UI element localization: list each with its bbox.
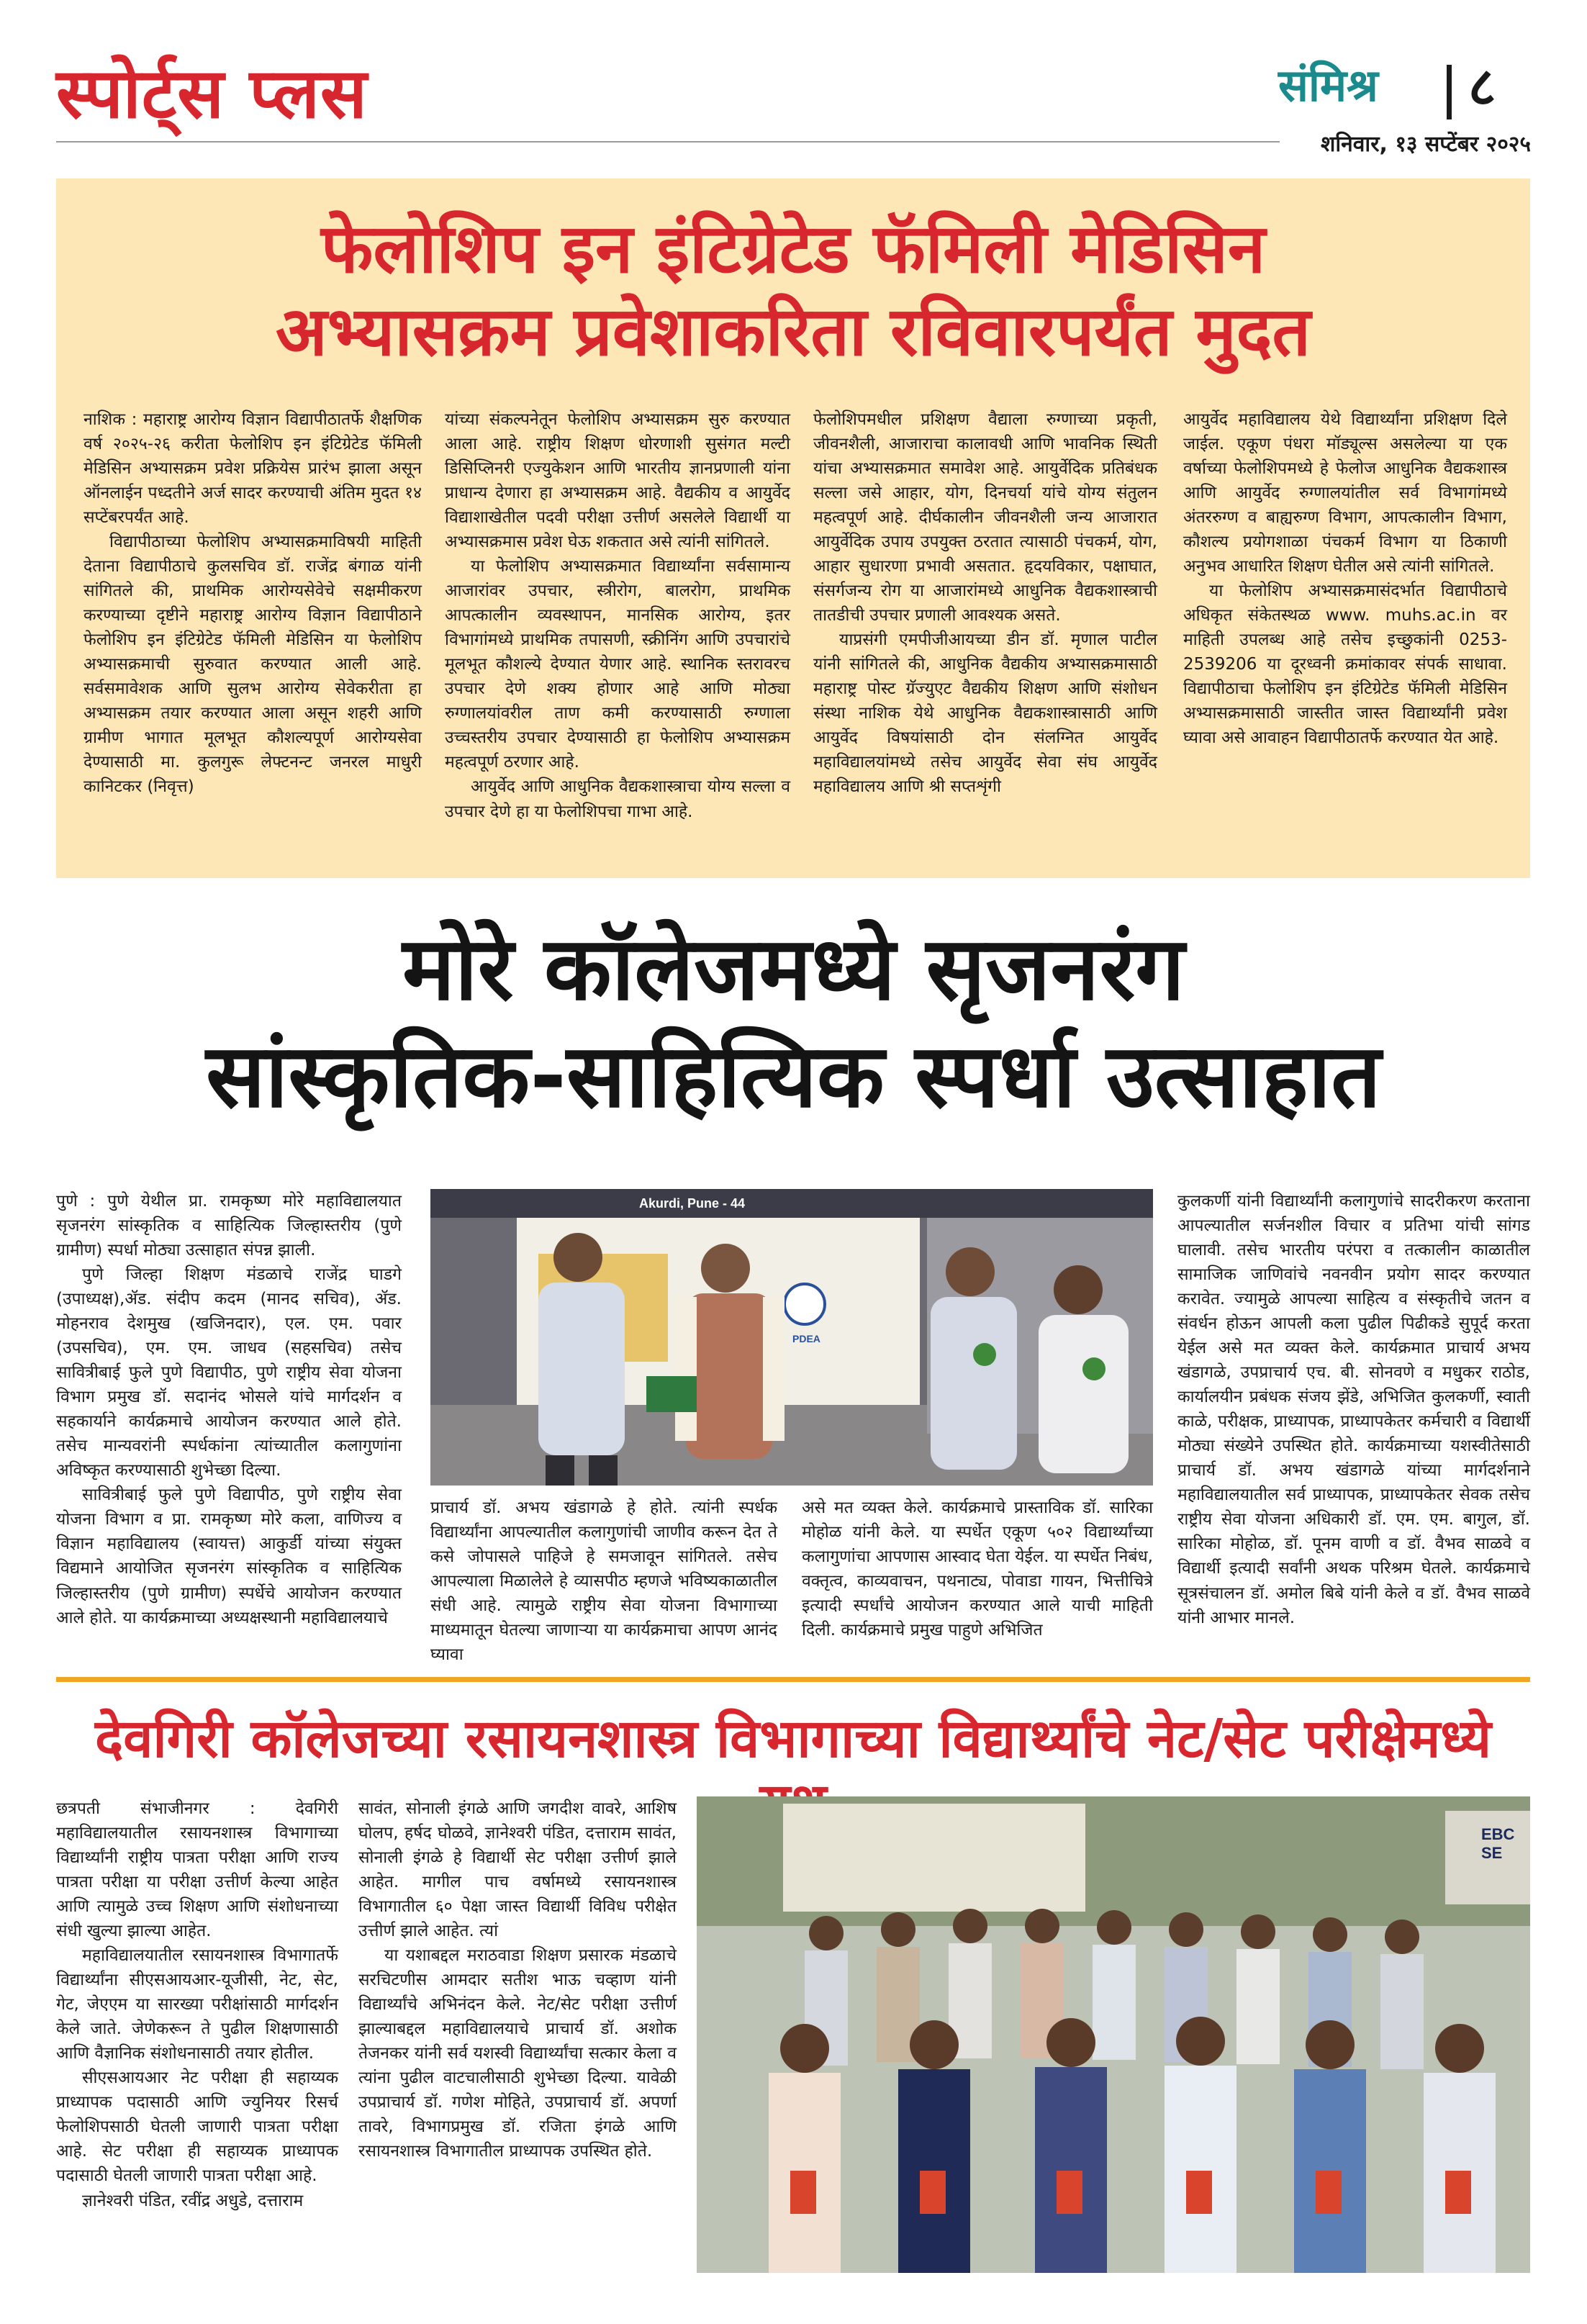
paragraph: यांच्या संकल्पनेतून फेलोशिप अभ्यासक्रम सुरु करण्यात आला आहे. राष्ट्रीय शिक्षण धोरणाशी सुसंगत मल्टी डिसिप्लिनरी एज्युकेशन आणि भारतीय ज्ञानप्रणाली यांना प्राधान्य देणारा हा अभ्यासक्रम आहे. वैद्यकीय व आयुर्वेद विद्याशाखेतील पदवी परीक्षा उत्तीर्ण असलेले विद्यार्थी या अभ्यासक्रमास प्रवेश घेऊ शकतात असे त्यांनी सांगितले. [445,410,790,552]
paragraph: सीएसआयआर नेट परीक्षा ही सहाय्यक प्राध्यापक पदासाठी आणि ज्युनियर रिसर्च फेलोशिपसाठी घेतली जाणारी पात्रता परीक्षा आहे. सेट परीक्षा ही सहाय्यक प्राध्यापक पदासाठी घेतली जाणारी पात्रता परीक्षा आहे. [56,2068,338,2186]
fellowship-story-box [56,178,1530,878]
paragraph: कुलकर्णी यांनी विद्यार्थ्यांनी कलागुणांचे सादरीकरण करताना आपल्यातील सर्जनशील विचार व प्रतिभा यांची सांगड घालावी. तसेच भारतीय परंपरा व तत्कालीन काळातील सामाजिक जाणिवांचे नवनवीन प्रयोग सादर करण्यात करावेत. ज्यामुळे आपल्या साहित्य व संस्कृतीचे जतन व संवर्धन होऊन आपली कला पुढील पिढीकडे सुपूर्द करता येईल असे मत व्यक्त केले. कार्यक्रमात प्राचार्य अभय खंडागळे, उपप्राचार्य एच. बी. सोनवणे व मधुकर राठोड, कार्यालयीन प्रबंधक संजय झेंडे, अभिजित कुलकर्णी, स्वाती काळे, परीक्षक, प्राध्यापक, प्राध्यापकेतर कर्मचारी व विद्यार्थी मोठ्या संख्येने उपस्थित होते. कार्यक्रमाच्या यशस्वीतेसाठी प्राचार्य डॉ. अभय खंडागळे यांच्या मार्गदर्शनाने महाविद्यालयातील सर्व प्राध्यापक, प्राध्यापकेतर सेवक तसेच राष्ट्रीय सेवा योजना अधिकारी डॉ. एम. एम. बागुल, डॉ. सारिका मोहोळ, डॉ. पूनम वाणी व डॉ. वैभव साळवे व विद्यार्थी इत्यादी सर्वांनी अथक परिश्रम घेतले. कार्यक्रमाचे सूत्रसंचालन डॉ. अमोल बिबे यांनी केले व डॉ. वैभव साळवे यांनी आभार मानले. [1177,1192,1530,1627]
more-college-column-4 [1177,1189,1530,1630]
section-name: संमिश्र [1278,59,1378,112]
paragraph: सावंत, सोनाली इंगळे आणि जगदीश वावरे, आशिष घोलप, हर्षद घोळवे, ज्ञानेश्वरी पंडित, दत्ताराम सावंत, सोनाली इंगळे हे विद्यार्थी सेट परीक्षा उत्तीर्ण झाले आहेत. मागील पाच वर्षामध्ये रसायनशास्त्र विभागातील ६० पेक्षा जास्त विद्यार्थी विविध परीक्षेत उत्तीर्ण झाले आहेत. त्यां [358,1799,677,1941]
paragraph: पुणे : पुणे येथील प्रा. रामकृष्ण मोरे महाविद्यालयात सृजनरंग सांस्कृतिक व साहित्यिक जिल्हास्तरीय (पुणे ग्रामीण) स्पर्धा मोठ्या उत्साहात संपन्न झाली. [56,1192,402,1260]
fellowship-column-4 [1183,407,1507,750]
paragraph: पुणे जिल्हा शिक्षण मंडळाचे राजेंद्र घाडगे (उपाध्यक्ष),ॲड. संदीप कदम (मानद सचिव), ॲड. मोहनराव देशमुख (खजिनदार), एल. एम. पवार (उपसचिव), एम. एम. जाधव (सहसचिव) तसेच सावित्रीबाई फुले पुणे विद्यापीठ, पुणे राष्ट्रीय सेवा योजना विभाग प्रमुख डॉ. सदानंद भोसले यांचे मार्गदर्शन व सहकार्याने कार्यक्रमाचे आयोजन करण्यात आले होते. तसेच मान्यवरांनी स्पर्धकांना त्यांच्यातील कलागुणांना अविष्कृत करण्यासाठी शुभेच्छा दिल्या. [56,1265,402,1480]
devgiri-column-1 [56,1796,338,2213]
paragraph: ज्ञानेश्वरी पंडित, रवींद्र अधुडे, दत्ताराम [82,2191,304,2210]
paragraph: सावित्रीबाई फुले पुणे विद्यापीठ, पुणे राष्ट्रीय सेवा योजना विभाग व प्रा. रामकृष्ण मोरे कला, वाणिज्य व विज्ञान महाविद्यालय (स्वायत्त) आकुर्डी यांच्या संयुक्त विद्यमाने आयोजित सृजनरंग सांस्कृतिक व साहित्यिक जिल्हास्तरीय (पुणे ग्रामीण) स्पर्धेचे आयोजन करण्यात आले होते. या कार्यक्रमाच्या अध्यक्षस्थानी महाविद्यालयाचे [56,1486,402,1627]
fellowship-headline-line2: अभ्यासक्रम प्रवेशाकरिता रविवारपर्यंत मुदत [275,292,1311,371]
more-college-headline-line2: सांस्कृतिक-साहित्यिक स्पर्धा उत्साहात [206,1024,1381,1127]
devgiri-column-2 [358,1796,677,2164]
paragraph: असे मत व्यक्त केले. कार्यक्रमाचे प्रास्ताविक डॉ. सारिका मोहोळ यांनी केले. या स्पर्धेत एकूण ५०२ विद्यार्थ्यांच्या कलागुणांचा आपणास आस्वाद घेता येईल. या स्पर्धेत निबंध, वक्तृत्व, काव्यवाचन, पथनाट्य, पोवाडा गायन, भित्तीचित्रे इत्यादी स्पर्धांचे आयोजन करण्यात आले याची माहिती दिली. कार्यक्रमाचे प्रमुख पाहुणे अभिजित [802,1498,1153,1640]
paragraph: या यशाबद्दल मराठवाडा शिक्षण प्रसारक मंडळाचे सरचिटणीस आमदार सतीश भाऊ चव्हाण यांनी विद्यार्थ्यांचे अभिनंदन केले. नेट/सेट परीक्षा उत्तीर्ण झाल्याबद्दल महाविद्यालयाचे प्राचार्य डॉ. अशोक तेजनकर यांनी सर्व यशस्वी विद्यार्थ्यांचा सत्कार केला व त्यांना पुढील वाटचालीसाठी शुभेच्छा दिल्या. यावेळी उपप्राचार्य डॉ. गणेश मोहिते, उपप्राचार्य डॉ. अपर्णा तावरे, विभागप्रमुख डॉ. रजिता इंगळे आणि रसायनशास्त्र विभागातील प्राध्यापक उपस्थित होते. [358,1946,677,2161]
more-college-column-3 [802,1496,1153,1642]
paragraph: आयुर्वेद आणि आधुनिक वैद्यकशास्त्राचा योग्य सल्ला व उपचार देणे हा या फेलोशिपचा गाभा आहे. [445,777,790,821]
paragraph: विद्यापीठाच्या फेलोशिप अभ्यासक्रमाविषयी माहिती देताना विद्यापीठाचे कुलसचिव डॉ. राजेंद्र बंगाळ यांनी सांगितले की, प्राथमिक आरोग्यसेवेचे सक्षमीकरण करण्याच्या दृष्टीने महाराष्ट्र आरोग्य विज्ञान विद्यापीठाने फेलोशिप इन इंटिग्रेटेड फॅमिली मेडिसिन या फेलोशिप अभ्यासक्रमाची सुरुवात करण्यात आली आहे. सर्वसमावेशक आणि सुलभ आरोग्य सेवेकरीता हा अभ्यासक्रम तयार करण्यात आला असून शहरी आणि ग्रामीण भागात मूलभूत कौशल्यपूर्ण आरोग्यसेवा देण्यासाठी मा. कुलगुरू लेफ्टनन्ट जनरल माधुरी कानिटकर (निवृत्त) [83,533,422,797]
group-photo-illustration [697,1796,1530,2273]
fellowship-column-3 [813,407,1157,800]
paragraph: फेलोशिपमधील प्रशिक्षण वैद्याला रुग्णाच्या प्रकृती, जीवनशैली, आजाराचा कालावधी आणि भावनिक स्थिती यांचा अभ्यासक्रमात समावेश आहे. आयुर्वेदिक प्रतिबंधक सल्ला जसे आहार, योग, दिनचर्या यांचे योग्य संतुलन महत्वपूर्ण आहे. दीर्घकालीन जीवनशैली जन्य आजारात आयुर्वेदिक उपाय उपयुक्त ठरतात त्यासाठी पंचकर्म, योग, आहार सुधारणा प्रभावी असतात. हृदयविकार, पक्षाघात, संसर्गजन्य रोग या आजारांमध्ये आधुनिक वैद्यकशास्त्राची तातडीची उपचार प्रणाली आवश्यक असते. [813,410,1157,625]
paragraph: आयुर्वेद महाविद्यालय येथे विद्यार्थ्यांना प्रशिक्षण दिले जाईल. एकूण पंधरा मॉड्यूल्स असलेल्या या एक वर्षाच्या फेलोशिपमध्ये हे फेलोज आधुनिक वैद्यकशास्त्र आणि आयुर्वेद रुग्णालयांतील सर्व विभागांमध्ये अंतररुग्ण व बाह्यरुग्ण विभाग, आपत्कालीन विभाग, कौशल्य प्रयोगशाळा पंचकर्म विभाग या ठिकाणी अनुभव आधारित शिक्षण घेतील असे त्यांनी सांगितले. [1183,410,1507,577]
fellowship-headline-line1: फेलोशिप इन इंटिग्रेटेड फॅमिली मेडिसिन [320,210,1265,289]
header-rule [56,141,1280,143]
photo-sign-text: EBC SE [1481,1825,1515,1862]
issue-date: शनिवार, १३ सप्टेंबर २०२५ [1320,132,1531,157]
paragraph: छत्रपती संभाजीनगर : देवगिरी महाविद्यालयातील रसायनशास्त्र विभागाच्या विद्यार्थ्यांनी राष्ट्रीय पात्रता परीक्षा आणि राज्य पात्रता परीक्षा या परीक्षा उत्तीर्ण केल्या आहेत आणि त्यामुळे उच्च शिक्षण आणि संशोधनाच्या संधी खुल्या झाल्या आहेत. [56,1799,338,1941]
paragraph: प्राचार्य डॉ. अभय खंडागळे हे होते. त्यांनी स्पर्धक विद्यार्थ्यांना आपल्यातील कलागुणांची जाणीव करून देत ते कसे जोपासले पाहिजे हे समजावून सांगितले. तसेच आपल्याला मिळालेले हे व्यासपीठ म्हणजे भविष्यकाळातील संधी आहे. त्यामुळे राष्ट्रीय सेवा योजना विभागाच्या माध्यमातून घेतल्या जाणाऱ्या या कार्यक्रमाचा आपण आनंद घ्यावा [430,1498,777,1665]
photo-logo-text: PDEA [792,1333,820,1344]
fellowship-column-1 [83,407,422,800]
masthead-title: स्पोर्ट्स प्लस [56,53,368,134]
paragraph: या फेलोशिप अभ्यासक्रमासंदर्भात विद्यापीठाचे अधिकृत संकेतस्थळ www. muhs.ac.in वर माहिती उपलब्ध आहे तसेच इच्छुकांनी 0253-2539206 या दूरध्वनी क्रमांकावर संपर्क साधावा. विद्यापीठाचा फेलोशिप इन इंटिग्रेटेड फॅमिली मेडिसिन अभ्यासक्रमासाठी जास्तीत जास्त विद्यार्थ्यांनी प्रवेश घ्यावा असे आवाहन विद्यापीठातर्फे करण्यात येत आहे. [1183,582,1507,748]
page-number: ८ [1468,56,1496,118]
group-photo [697,1796,1530,2273]
header-divider [1447,65,1452,119]
more-college-headline-line1: मोरे कॉलेजमध्ये सृजनरंग [402,918,1185,1020]
event-photo [430,1189,1153,1486]
paragraph: याप्रसंगी एमपीजीआयच्या डीन डॉ. मृणाल पाटील यांनी सांगितले की, आधुनिक वैद्यकीय अभ्यासक्रमासाठी महाराष्ट्र पोस्ट ग्रॅज्युएट वैद्यकीय शिक्षण आणि संशोधन संस्था नाशिक येथे आधुनिक वैद्यकशास्त्रासाठी आणि आयुर्वेद विषयांसाठी दोन संलग्नित आयुर्वेद महाविद्यालयांमध्ये तसेच आयुर्वेद सेवा संघ आयुर्वेद महाविद्यालय आणि श्री सप्तशृंगी [813,630,1157,797]
paragraph: नाशिक : महाराष्ट्र आरोग्य विज्ञान विद्यापीठातर्फे शैक्षणिक वर्ष २०२५-२६ करीता फेलोशिप इन इंटिग्रेटेड फॅमिली मेडिसिन अभ्यासक्रम प्रवेश प्रक्रियेस प्रारंभ झाला असून ऑनलाईन पध्दतीने अर्ज सादर करण्याची अंतिम मुदत १४ सप्टेंबरपर्यंत आहे. [83,410,422,528]
more-college-headline [0,915,1587,1130]
paragraph: या फेलोशिप अभ्यासक्रमात विद्यार्थ्यांना सर्वसामान्य आजारांवर उपचार, स्त्रीरोग, बालरोग, प्राथमिक आपत्कालीन व्यवस्थापन, मानसिक आरोग्य, इतर विभागांमध्ये प्राथमिक तपासणी, स्क्रीनिंग आणि उपचारांचे मूलभूत कौशल्ये देण्यात येणार आहे. स्थानिक स्तरावरच उपचार देणे शक्य होणार आहे आणि मोठ्या रुग्णालयांवरील ताण कमी करण्यासाठी रुग्णाला उच्चस्तरीय उपचार देण्यासाठी हा फेलोशिप अभ्यासक्रम महत्वपूर्ण ठरणार आहे. [445,557,790,772]
devgiri-headline: देवगिरी कॉलेजच्या रसायनशास्त्र विभागाच्या विद्यार्थ्यांचे नेट/सेट परीक्षेमध्ये [95,1708,1491,1770]
more-college-column-1 [56,1189,402,1630]
fellowship-headline [56,209,1530,374]
fellowship-column-2 [445,407,790,824]
event-photo-illustration [430,1189,1153,1486]
paragraph: महाविद्यालयातील रसायनशास्त्र विभागातर्फे विद्यार्थ्यांना सीएसआयआर-यूजीसी, नेट, सेट, गेट, जेएएम या सारख्या परीक्षांसाठी मार्गदर्शन केले जाते. जेणेकरून ते पुढील शिक्षणासाठी आणि वैज्ञानिक संशोधनासाठी तयार होतील. [56,1946,338,2063]
photo-banner-text: Akurdi, Pune - 44 [639,1196,746,1211]
section-divider [56,1677,1530,1682]
more-college-column-2 [430,1496,777,1667]
